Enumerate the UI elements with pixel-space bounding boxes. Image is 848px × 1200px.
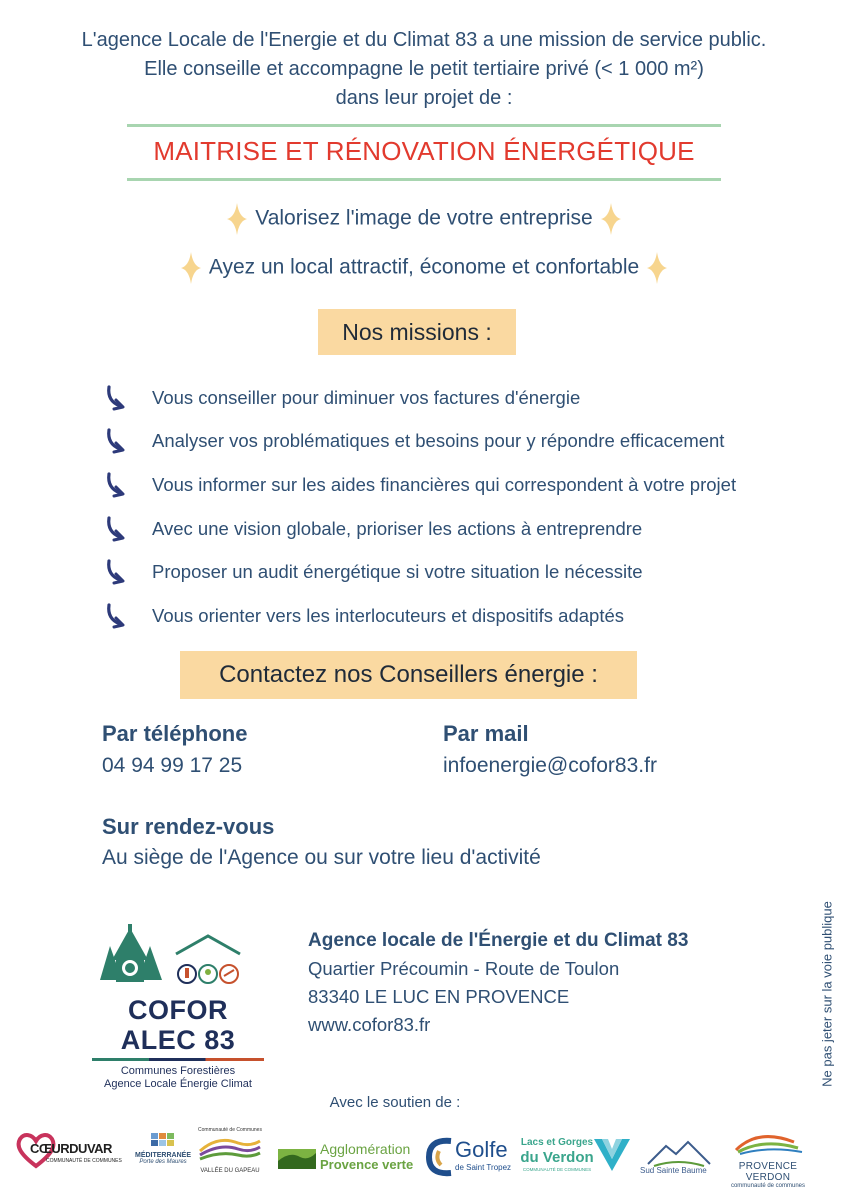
mission-text: Vous informer sur les aides financières qui correspondent à votre projet: [152, 473, 737, 495]
sparkle-icon: [647, 252, 667, 284]
sainte-baume-name: Sud Sainte Baume: [640, 1166, 707, 1175]
cofor-alec-logo: [88, 924, 268, 1090]
rdv-text: Au siège de l'Agence ou sur votre lieu d'activité: [102, 846, 541, 869]
list-item: [102, 376, 822, 420]
golfe-name: Golfe: [455, 1137, 508, 1162]
curved-arrow-icon: [102, 558, 130, 586]
gapeau-name: VALLÉE DU GAPEAU: [200, 1168, 260, 1174]
tagline-2: [0, 252, 848, 284]
agglo-line-2: Provence verte: [320, 1157, 414, 1172]
list-item: [102, 463, 822, 507]
mediterranee-sub: Porte des Maures: [139, 1159, 187, 1165]
mission-text: Vous orienter vers les interlocuteurs et dispositifs adaptés: [152, 604, 624, 626]
intro-line-1: L'agence Locale de l'Energie et du Climat 83 a une mission de service public.: [81, 29, 767, 51]
sparkle-icon: [601, 203, 621, 235]
vertical-notice-text: Ne pas jeter sur la voie publique: [819, 901, 835, 1087]
logo-sub-2: Agence Locale Énergie Climat: [104, 1078, 252, 1090]
intro-line-3: dans leur projet de :: [335, 87, 513, 109]
curved-arrow-icon: [102, 384, 130, 412]
mission-text: Avec une vision globale, prioriser les actions à entreprendre: [152, 517, 643, 539]
coeur-du-var-name: CŒURDUVAR: [30, 1141, 112, 1156]
coeur-du-var-sub: COMMUNAUTÉ DE COMMUNES: [46, 1158, 122, 1164]
vertical-notice: [812, 888, 842, 1100]
agglo-provence-verte-logo: [278, 1139, 418, 1175]
mission-text: Vous conseiller pour diminuer vos factures d'énergie: [152, 386, 581, 408]
verdon-line-1: Lacs et Gorges: [520, 1137, 594, 1148]
list-item: [102, 594, 822, 638]
gapeau-top: Communauté de Communes: [198, 1127, 262, 1133]
contact-heading: Contactez nos Conseillers énergie :: [180, 651, 637, 699]
title-rule-top: [127, 124, 721, 127]
title-rule-bottom: [127, 178, 721, 181]
golfe-mark-icon: [425, 1137, 455, 1177]
missions-heading: Nos missions :: [318, 309, 516, 355]
intro-line-2: Elle conseille et accompagne le petit tertiaire privé (< 1 000 m²): [144, 58, 704, 80]
tagline-1-text: Valorisez l'image de votre entreprise: [255, 206, 593, 230]
provence-verdon-logo: [720, 1130, 816, 1189]
logo-divider: [92, 1058, 264, 1061]
mountain-icon: [644, 1136, 714, 1170]
curved-arrow-icon: [102, 427, 130, 455]
verdon-v-icon: [594, 1139, 630, 1171]
phone-number[interactable]: 04 94 99 17 25: [102, 754, 243, 777]
lacs-gorges-verdon-logo: [518, 1135, 638, 1181]
address-line-1: Quartier Précoumin - Route de Toulon: [308, 958, 620, 979]
missions-list: [102, 376, 822, 638]
provence-verdon-name: PROVENCE VERDON: [738, 1161, 798, 1183]
intro-text: [0, 26, 848, 113]
coeur-du-var-logo: [16, 1130, 126, 1180]
mediterranee-logo: [134, 1133, 192, 1179]
organization-name: Agence locale de l'Énergie et du Climat 83: [308, 930, 689, 951]
mediterranee-name: MÉDITERRANÉE: [134, 1152, 191, 1159]
curved-arrow-icon: [102, 471, 130, 499]
golfe-saint-tropez-logo: [425, 1135, 517, 1181]
mission-text: Analyser vos problématiques et besoins pour y répondre efficacement: [152, 430, 725, 452]
waves-icon: [728, 1130, 808, 1156]
hills-icon: [198, 1133, 262, 1163]
address-line-2: 83340 LE LUC EN PROVENCE: [308, 986, 570, 1007]
curved-arrow-icon: [102, 602, 130, 630]
grid-mark-icon: [151, 1133, 175, 1147]
curved-arrow-icon: [102, 515, 130, 543]
main-title: MAITRISE ET RÉNOVATION ÉNERGÉTIQUE: [153, 136, 695, 166]
logo-title: COFOR ALEC 83: [120, 995, 236, 1055]
mission-text: Proposer un audit énergétique si votre situation le nécessite: [152, 561, 643, 583]
list-item: [102, 507, 822, 551]
mail-address[interactable]: infoenergie@cofor83.fr: [443, 754, 657, 777]
tagline-2-text: Ayez un local attractif, économe et confortable: [208, 255, 640, 279]
sparkle-icon: [181, 252, 201, 284]
list-item: [102, 420, 822, 464]
phone-label: Par téléphone: [102, 721, 248, 746]
provence-verdon-sub: communauté de communes: [730, 1183, 806, 1189]
golfe-sub: de Saint Tropez: [455, 1163, 512, 1172]
mail-label: Par mail: [443, 721, 529, 746]
logo-sub-1: Communes Forestières: [120, 1065, 236, 1077]
verdon-sub: COMMUNAUTÉ DE COMMUNES: [522, 1167, 592, 1172]
gapeau-logo: [194, 1127, 266, 1181]
organization-info: [308, 930, 688, 1036]
support-label: Avec le soutien de :: [329, 1094, 461, 1111]
rdv-label: Sur rendez-vous: [102, 814, 275, 839]
tagline-1: [0, 203, 848, 235]
sud-sainte-baume-logo: [640, 1130, 716, 1182]
verdon-line-2: du Verdon: [520, 1149, 594, 1166]
cofor-emblem-icon: [88, 924, 268, 994]
agglo-line-1: Agglomération: [320, 1141, 411, 1157]
website-link[interactable]: www.cofor83.fr: [308, 1014, 431, 1035]
sparkle-icon: [227, 203, 247, 235]
list-item: [102, 550, 822, 594]
landscape-icon: [278, 1143, 316, 1169]
